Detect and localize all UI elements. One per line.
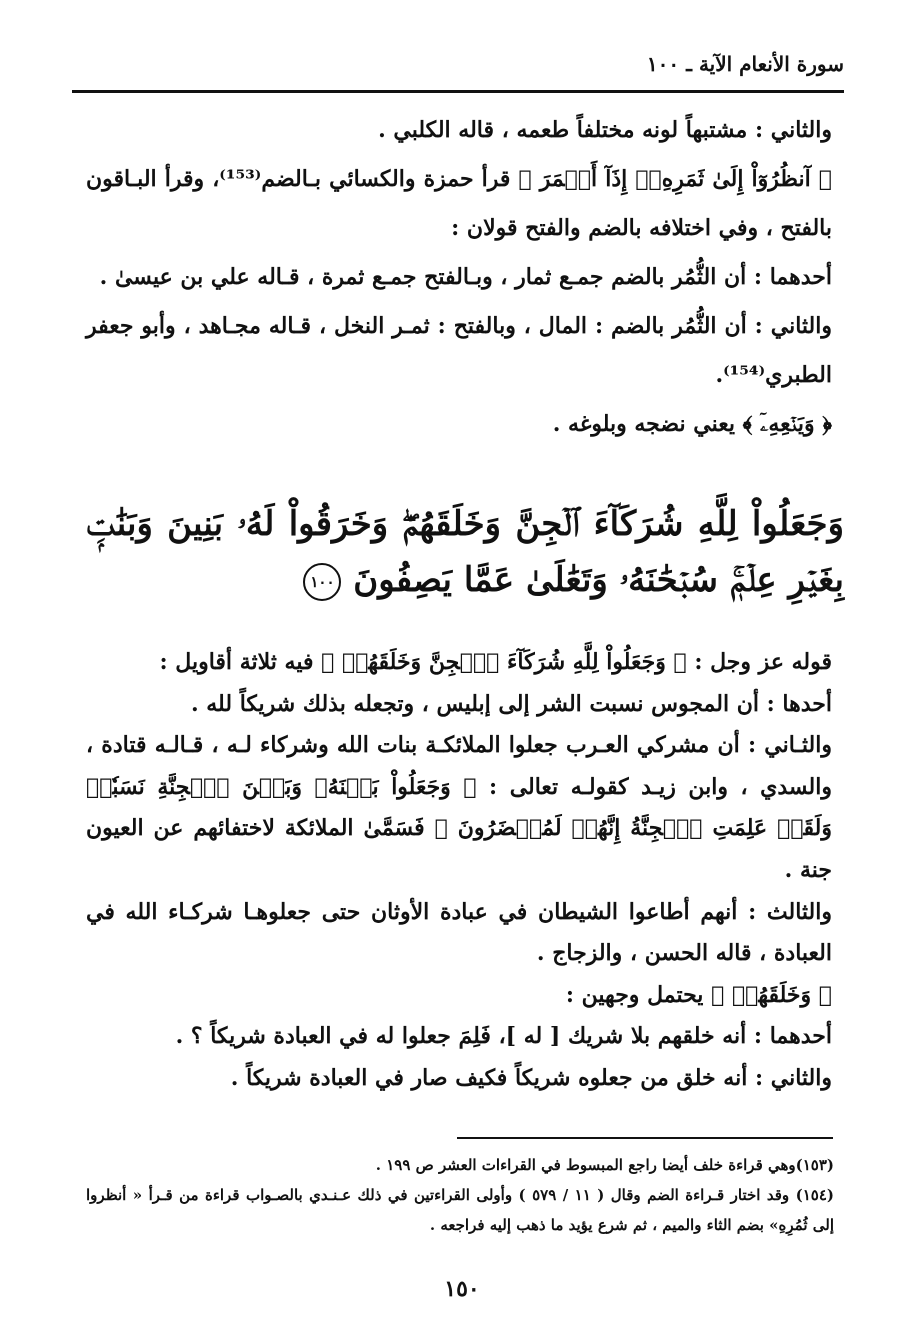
paragraph: ﴿ آنظُرُوٓاْ إِلَىٰ ثَمَرِهِۦٓ إِذَآ أَثۡمَرَ ﴾ قرأ حمزة والكسائي بـالضم⁽¹⁵³⁾، وقرأ البـاقون بالفتح ، وفي اختلافه بالضم والفتح قولان : (86, 166, 832, 241)
paragraph: أحدها : أن المجوس نسبت الشر إلى إبليس ، وتجعله بذلك شريكاً لله . (190, 690, 832, 717)
running-header: سورة الأنعام الآية ـ ١٠٠ (646, 52, 844, 76)
paragraph: والثالث : أنهم أطاعوا الشيطان في عبادة الأوثان حتى جعلوهـا شركـاء الله في العبادة ، قاله الحسن ، والزجاج . (86, 898, 832, 967)
paragraph: والثـاني : أن مشركي العـرب جعلوا الملائكـة بنات الله وشركاء لـه ، قـالـه قتادة ، والسدي ، وابن زيـد كقولـه تعالى : ﴿ وَجَعَلُواْ بَيۡنَهُۥ وَبَيۡنَ ٱلۡجِنَّةِ نَسَبٗاۚ وَلَقَدۡ عَلِمَتِ ٱلۡجِنَّةُ إِنَّهُمۡ لَمُحۡضَرُونَ ﴾ فَسَمَّىٰ الملائكة لاختفائهم عن العيون جنة . (86, 732, 832, 883)
paragraph: والثاني : مشتبهاً لونه مختلفاً طعمه ، قاله الكلبي . (378, 117, 832, 143)
paragraph: أحدهما : أنه خلقهم بلا شريك [ له ]، فَلِمَ جعلوا له في العبادة شريكاً ؟ . (175, 1023, 832, 1050)
quran-verse (86, 496, 844, 608)
commentary-top (86, 106, 832, 449)
page-number: ١٥٠ (444, 1276, 480, 1302)
verse-text: وَجَعَلُواْ لِلَّهِ شُرَكَآءَ ٱلۡجِنَّ وَخَلَقَهُمۡۖ وَخَرَقُواْ لَهُۥ بَنِينَ وَبَنَٰتِۭ بِغَيۡرِ عِلۡمٖۚ سُبۡحَٰنَهُۥ وَتَعَٰلَىٰ عَمَّا يَصِفُونَ (86, 504, 844, 600)
paragraph: والثاني : أنه خلق من جعلوه شريكاً فكيف صار في العبادة شريكاً . (230, 1064, 832, 1091)
header-divider (72, 90, 844, 93)
footnote: (١٥٤) وقد اختار قـراءة الضم وقال ( ١١ / ٥٧٩ ) وأولى القراءتين في ذلك عـنـدي بالصـواب قراءة من قـرأ « أنظروا إلى ثُمُرِهِ» بضم الثاء والميم ، ثم شرع يؤيد ما ذهب إليه فراجعه . (86, 1186, 834, 1234)
footnote: (١٥٣)وهي قراءة خلف أيضا راجع المبسوط في القراءات العشر ص ١٩٩ . (375, 1156, 834, 1174)
commentary-bottom (86, 642, 832, 1100)
verse-number-medallion: ١٠٠ (303, 563, 341, 601)
paragraph: والثاني : أن الثُّمُر بالضم : المال ، وبالفتح : ثمـر النخل ، قـاله مجـاهد ، وأبو جعفر الطبري⁽¹⁵⁴⁾. (86, 313, 832, 388)
footnotes (86, 1150, 834, 1240)
paragraph: أحدهما : أن الثُّمُر بالضم جمـع ثمار ، وبـالفتح جمـع ثمرة ، قـاله علي بن عيسىٰ . (99, 264, 832, 290)
paragraph: قوله عز وجل : ﴿ وَجَعَلُواْ لِلَّهِ شُرَكَآءَ ٱلۡجِنَّ وَخَلَقَهُمۡ ﴾ فيه ثلاثة أقاويل : (159, 649, 832, 675)
paragraph: ﴿ وَخَلَقَهُمۡ ﴾ يحتمل وجهين : (565, 981, 832, 1008)
paragraph: ﴿ وَيَنۡعِهِۦٓ ﴾ يعني نضجه وبلوغه . (552, 411, 832, 437)
footnote-divider (457, 1137, 833, 1139)
